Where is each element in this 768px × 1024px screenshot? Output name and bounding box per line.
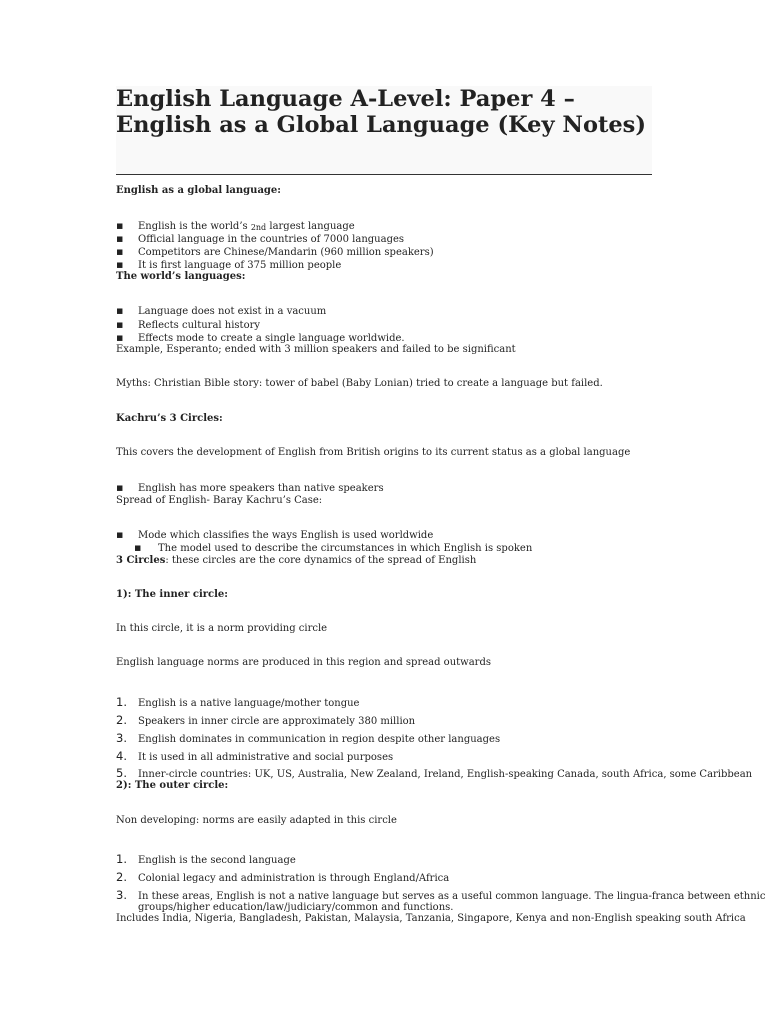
numbered-item: 1. English is a native language/mother tongue xyxy=(116,695,360,709)
list-item: ▪Competitors are Chinese/Mandarin (960 million speakers) xyxy=(116,246,434,259)
page-title: English Language A-Level: Paper 4 – English as a Global Language (Key Notes) xyxy=(116,86,646,138)
bullet-icon xyxy=(134,542,158,555)
numbered-item: 4. It is used in all administrative and social purposes xyxy=(116,749,394,763)
numbered-item: 3. English dominates in communication in region despite other languages xyxy=(116,731,501,745)
list-item: ▪Mode which classifies the ways English is used worldwide xyxy=(116,529,433,542)
numbered-item: 5. Inner-circle countries: UK, US, Australia, New Zealand, Ireland, English-speaking Canada, south Africa, some Caribbean xyxy=(116,766,753,780)
worlds-heading: The world’s languages: xyxy=(116,271,246,282)
myths-text: Myths: Christian Bible story: tower of babel (Baby Lonian) tried to create a language but failed. xyxy=(116,378,603,389)
sub-list-item: ▪The model used to describe the circumstances in which English is spoken xyxy=(134,542,532,555)
list-item: ▪Official language in the countries of 7000 languages xyxy=(116,233,404,246)
circles-text: 3 Circles: these circles are the core dynamics of the spread of English xyxy=(116,555,477,566)
outer-intro: Non developing: norms are easily adapted in this circle xyxy=(116,815,397,826)
list-item: ▪Reflects cultural history xyxy=(116,319,260,332)
list-item: ▪English has more speakers than native speakers xyxy=(116,482,384,495)
numbered-item: 3. In these areas, English is not a native language but serves as a useful common language. The lingua-franca between ethnic xyxy=(116,888,766,902)
numbered-item: 1. English is the second language xyxy=(116,852,296,866)
list-item: ▪English is the world’s $^{2nd}$ largest language xyxy=(116,220,355,233)
esperanto-text: Example, Esperanto; ended with 3 million speakers and failed to be significant xyxy=(116,344,516,355)
global-heading: English as a global language: xyxy=(116,185,281,196)
inner-intro: In this circle, it is a norm providing circle xyxy=(116,623,328,634)
kachru-intro: This covers the development of English from British origins to its current status as a global language xyxy=(116,447,631,458)
kachru-heading: Kachru’s 3 Circles: xyxy=(116,413,223,424)
list-item: ▪Language does not exist in a vacuum xyxy=(116,305,326,318)
inner-norms: English language norms are produced in this region and spread outwards xyxy=(116,657,491,668)
includes-text: Includes India, Nigeria, Bangladesh, Pakistan, Malaysia, Tanzania, Singapore, Kenya and non-English speaking south Africa xyxy=(116,913,746,924)
outer-heading: 2): The outer circle: xyxy=(116,780,229,791)
numbered-item: 2. Colonial legacy and administration is through England/Africa xyxy=(116,870,450,884)
list-item: ▪It is first language of 375 million people xyxy=(116,259,341,272)
inner-heading: 1): The inner circle: xyxy=(116,589,228,600)
numbered-item-continuation: groups/higher education/law/judiciary/common and functions. xyxy=(138,902,454,913)
bullet-icon xyxy=(116,482,138,495)
list-item: ▪Effects mode to create a single language worldwide. xyxy=(116,332,405,345)
ordinal-suffix: 2nd xyxy=(250,223,267,232)
numbered-item: 2. Speakers in inner circle are approximately 380 million xyxy=(116,713,416,727)
bullet-icon xyxy=(116,305,138,318)
spread-text: Spread of English- Baray Kachru’s Case: xyxy=(116,495,323,506)
